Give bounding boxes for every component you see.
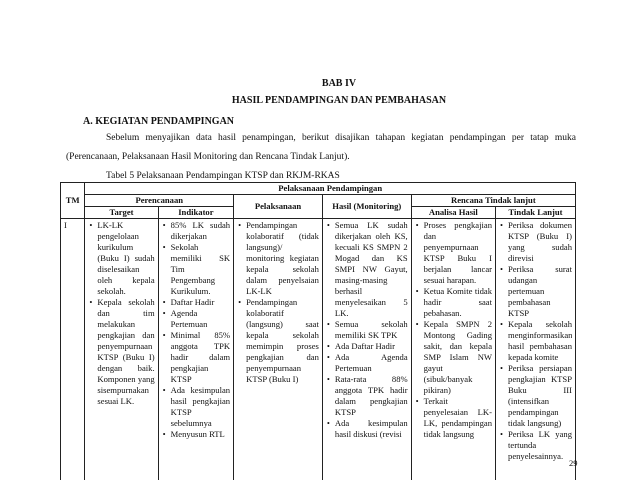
list-item: • Periksa LK yang tertunda penyelesainnya. xyxy=(508,429,572,462)
page-number: 29 xyxy=(569,458,578,468)
list-item: • Rata-rata 88% anggota TPK hadir dalam pengkajian KTSP xyxy=(335,374,408,418)
list-item: • Semua LK sudah dikerjakan oleh KS, kecuali KS SMPN 2 Mogad dan KS SMPI NW Gayut, masing-masing berhasil menyelesaikan 5 LK. xyxy=(335,220,408,319)
cell-tm: I xyxy=(61,219,85,481)
list-item: • Terkait penyelesaian LK-LK, pendampingan tidak langsung xyxy=(424,396,492,440)
col-pelaksanaan-pendampingan: Pelaksanaan Pendampingan xyxy=(85,183,576,195)
col-rtl: Rencana Tindak lanjut xyxy=(411,195,575,207)
list-item: • Minimal 85% anggota TPK hadir dalam pengkajian KTSP xyxy=(171,330,230,385)
list-item: • Pendampingan kolaboratif (tidak langsung)/ monitoring kegiatan kepala sekolah dalam penyelsaian LK-LK xyxy=(246,220,319,297)
list-item: • Proses pengkajian dan penyempurnaan KTSP Buku I berjalan lancar sesuai harapan. xyxy=(424,220,492,286)
table-row xyxy=(61,219,576,481)
col-target: Target xyxy=(85,207,158,219)
col-analisa: Analisa Hasil xyxy=(411,207,495,219)
list-item: • Semua sekolah memiliki SK TPK xyxy=(335,319,408,341)
cell-pelaksanaan xyxy=(234,219,323,481)
list-item: • Kepala sekolah menginformasikan hasil pembahasan kepada komite xyxy=(508,319,572,363)
col-tindak: Tindak Lanjut xyxy=(496,207,576,219)
col-hasil: Hasil (Monitoring) xyxy=(322,195,411,219)
cell-tindak xyxy=(496,219,576,481)
list-item: • LK-LK pengelolaan kurikulum (Buku I) sudah diselesaikan oleh kepala sekolah. xyxy=(97,220,154,297)
list-item: • Periksa dokumen KTSP (Buku I) yang sudah direvisi xyxy=(508,220,572,264)
list-item: • Pendampingan kolaboratif (langsung) saat kepala sekolah memimpin proses pengkajian dan penyempurnaan KTSP (Buku I) xyxy=(246,297,319,385)
cell-indikator xyxy=(158,219,233,481)
col-indikator: Indikator xyxy=(158,207,233,219)
cell-target xyxy=(85,219,158,481)
section-title: A. KEGIATAN PENDAMPINGAN xyxy=(83,116,235,127)
list-item: • Kepala SMPN 2 Montong Gading sakit, dan kepala SMP Islam NW gayut (sibuk/banyak pikiran) xyxy=(424,319,492,396)
list-item: • 85% LK sudah dikerjakan xyxy=(171,220,230,242)
list-item: • Periksa surat udangan pertemuan pembahasan KTSP xyxy=(508,264,572,319)
list-item: • Agenda Pertemuan xyxy=(171,308,230,330)
cell-hasil xyxy=(322,219,411,481)
list-item: • Ada Daftar Hadir xyxy=(335,341,408,352)
col-perencanaan: Perencanaan xyxy=(85,195,234,207)
list-item: • Daftar Hadir xyxy=(171,297,230,308)
col-tm: TM xyxy=(61,183,85,219)
list-item: • Periksa persiapan pengkajian KTSP Buku III (intensifkan pendampingan tidak langsung) xyxy=(508,363,572,429)
chapter-heading: BAB IV xyxy=(321,78,357,89)
cell-analisa xyxy=(411,219,495,481)
list-item: • Kepala sekolah dan tim melakukan pengkajian dan penyempurnaan KTSP (Buku I) dengan baik. Komponen yang sisempurnakan sesuai LK. xyxy=(97,297,154,407)
list-item: • Ada kesimpulan hasil diskusi (revisi xyxy=(335,418,408,440)
list-item: • Ketua Komite tidak hadir saat pebahasan. xyxy=(424,286,492,319)
list-item: • Menyusun RTL xyxy=(171,429,230,440)
chapter-title: HASIL PENDAMPINGAN DAN PEMBAHASAN xyxy=(231,95,447,106)
pendampingan-table xyxy=(60,182,576,480)
list-item: • Sekolah memiliki SK Tim Pengembang Kurikulum. xyxy=(171,242,230,297)
col-pelaksanaan: Pelaksanaan xyxy=(234,195,323,219)
table-caption: Tabel 5 Pelaksanaan Pendampingan KTSP dan RKJM-RKAS xyxy=(106,171,340,181)
intro-line-2: (Perencanaan, Pelaksanaan Hasil Monitoring dan Rencana Tindak Lanjut). xyxy=(66,152,350,162)
list-item: • Ada Agenda Pertemuan xyxy=(335,352,408,374)
list-item: • Ada kesimpulan hasil pengkajian KTSP sebelumnya xyxy=(171,385,230,429)
intro-line-1: Sebelum menyajikan data hasil penampingan, berikut disajikan tahapan kegiatan pendampingan per tatap muka xyxy=(106,133,576,143)
